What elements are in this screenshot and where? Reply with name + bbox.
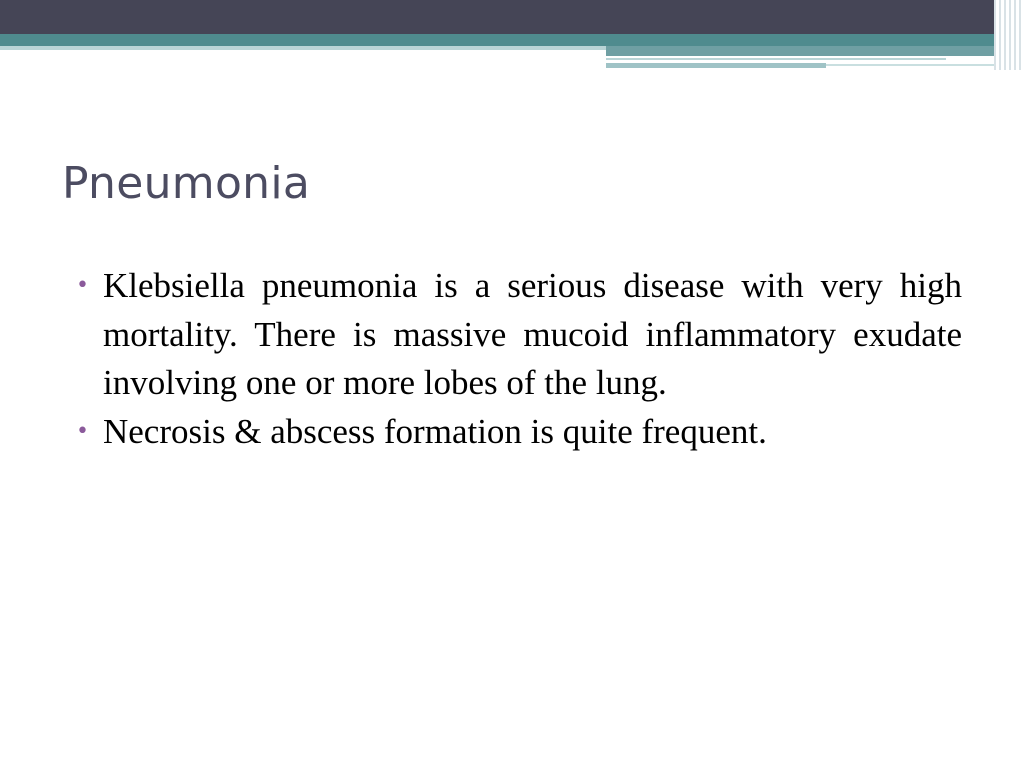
header-stripes [994, 0, 1024, 70]
bullet-marker: • [76, 273, 89, 298]
header-accent-line [826, 64, 996, 66]
header-band-right-block [606, 46, 1024, 56]
bullet-list [76, 262, 962, 456]
bullet-text: Necrosis & abscess formation is quite frequent. [103, 411, 767, 451]
bullet-item [76, 262, 962, 408]
bullet-marker: • [76, 418, 89, 444]
header-band-light [0, 46, 606, 50]
bullet-item [76, 408, 962, 457]
header-accent-line [606, 58, 946, 60]
header-band-dark [0, 0, 1024, 34]
bullet-text: Klebsiella pneumonia is a serious disease with very high mortality. There is massive mucoid inflammatory exudate involving one or more lobes of the lung. [103, 266, 962, 402]
header-band-teal [0, 34, 1024, 46]
header-accent-line [606, 63, 826, 68]
slide-title: Pneumonia [62, 158, 311, 209]
